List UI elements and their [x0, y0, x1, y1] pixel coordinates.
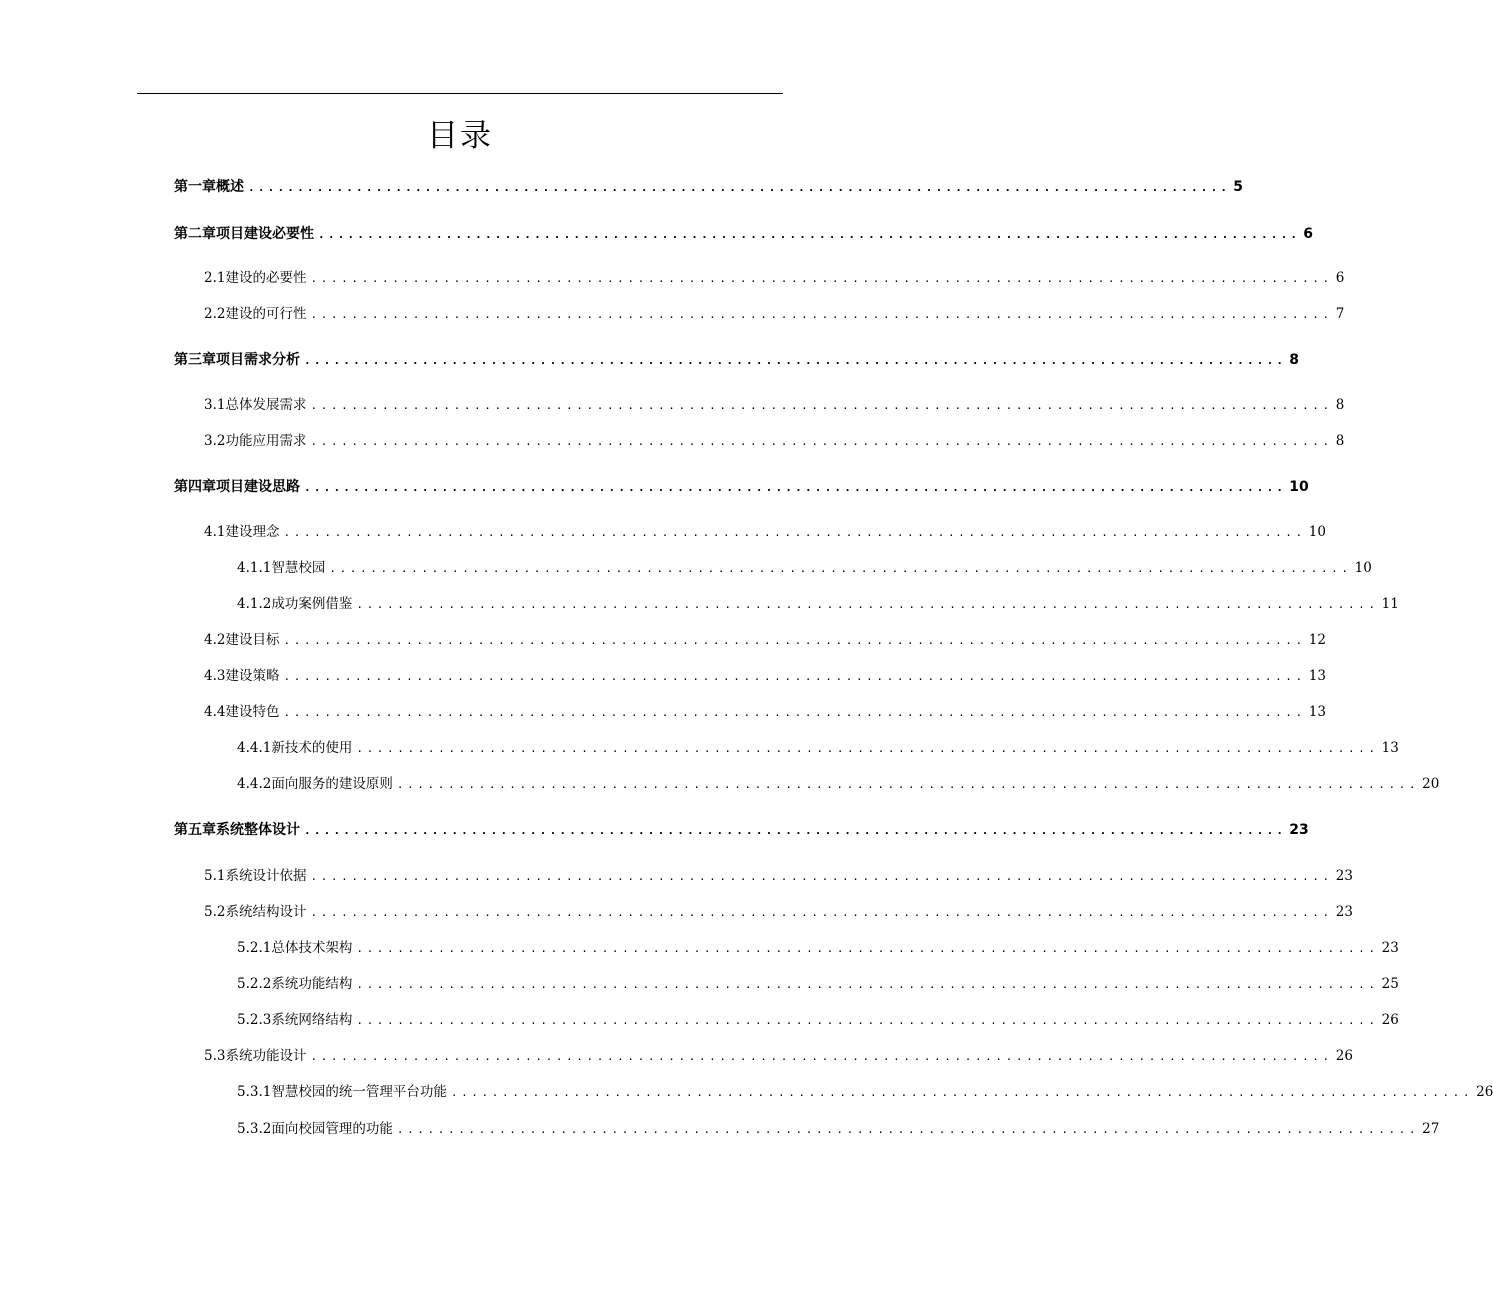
toc-page-number: 23	[1335, 868, 1353, 884]
toc-entry-label: 5.2.2系统功能结构	[237, 976, 353, 992]
toc-entry-label: 第三章项目需求分析	[174, 352, 300, 368]
toc-entry-4-1-2[interactable]	[237, 592, 1399, 616]
toc-entry-4-2[interactable]	[204, 628, 1326, 652]
dot-leader: ....................................................................................................	[310, 308, 1333, 321]
toc-page-number: 8	[1335, 397, 1345, 413]
toc-entry-label: 4.4建设特色	[204, 704, 280, 720]
dot-leader: ....................................................................................................	[283, 706, 1306, 719]
dot-leader: ....................................................................................................	[450, 1086, 1474, 1099]
toc-entry-5-2-3[interactable]	[237, 1008, 1399, 1032]
toc-entry-label: 5.1系统设计依据	[204, 868, 307, 884]
toc-entry-label: 5.2系统结构设计	[204, 904, 307, 920]
toc-entry-label: 4.1.2成功案例借鉴	[237, 596, 353, 612]
dot-leader: ....................................................................................................	[310, 272, 1333, 285]
dot-leader: ....................................................................................................	[304, 824, 1287, 837]
toc-entry-label: 5.3.2面向校园管理的功能	[237, 1121, 393, 1137]
toc-entry-label: 4.1建设理念	[204, 524, 280, 540]
dot-leader: ....................................................................................................	[310, 906, 1333, 919]
toc-page-number: 23	[1335, 904, 1353, 920]
toc-entry-5-2-2[interactable]	[237, 972, 1399, 996]
dot-leader: ....................................................................................................	[304, 354, 1287, 367]
toc-page-number: 10	[1354, 560, 1372, 576]
page-title: 目录	[427, 118, 493, 154]
toc-entry-4-3[interactable]	[204, 664, 1326, 688]
toc-entry-2-2[interactable]	[204, 302, 1345, 326]
toc-entry-label: 5.2.1总体技术架构	[237, 940, 353, 956]
dot-leader: ....................................................................................................	[283, 634, 1306, 647]
dot-leader: ....................................................................................................	[318, 228, 1301, 241]
toc-page-number: 8	[1289, 352, 1300, 368]
dot-leader: ....................................................................................................	[283, 670, 1306, 683]
toc-entry-2-1[interactable]	[204, 266, 1345, 290]
toc-entry-label: 第五章系统整体设计	[174, 822, 300, 838]
toc-page-number: 26	[1476, 1084, 1493, 1100]
toc-page-number: 10	[1289, 479, 1309, 495]
toc-entry-label: 4.2建设目标	[204, 632, 280, 648]
toc-entry-label: 2.2建设的可行性	[204, 306, 307, 322]
toc-entry-5-3[interactable]	[204, 1044, 1353, 1068]
toc-entry-label: 2.1建设的必要性	[204, 270, 307, 286]
toc-entry-chapter-3[interactable]	[174, 348, 1300, 372]
toc-page-number: 13	[1381, 740, 1399, 756]
toc-page-number: 13	[1308, 668, 1326, 684]
toc-page-number: 25	[1381, 976, 1399, 992]
toc-entry-chapter-5[interactable]	[174, 818, 1309, 842]
dot-leader: ....................................................................................................	[356, 1014, 1379, 1027]
toc-entry-3-1[interactable]	[204, 393, 1345, 417]
toc-entry-4-1[interactable]	[204, 520, 1326, 544]
toc-entry-label: 第二章项目建设必要性	[174, 226, 314, 242]
toc-entry-4-4[interactable]	[204, 700, 1326, 724]
toc-page-number: 6	[1303, 226, 1314, 242]
dot-leader: ....................................................................................................	[329, 562, 1352, 575]
toc-entry-label: 第四章项目建设思路	[174, 479, 300, 495]
toc-entry-5-2[interactable]	[204, 900, 1353, 924]
dot-leader: ....................................................................................................	[356, 942, 1379, 955]
toc-page-number: 23	[1381, 940, 1399, 956]
dot-leader: ....................................................................................................	[310, 870, 1333, 883]
toc-page-number: 12	[1308, 632, 1326, 648]
toc-entry-label: 5.3.1智慧校园的统一管理平台功能	[237, 1084, 447, 1100]
dot-leader: ....................................................................................................	[396, 1123, 1420, 1136]
toc-entry-4-4-1[interactable]	[237, 736, 1399, 760]
toc-entry-chapter-2[interactable]	[174, 222, 1314, 246]
toc-entry-label: 5.3系统功能设计	[204, 1048, 307, 1064]
dot-leader: ....................................................................................................	[356, 598, 1379, 611]
toc-page-number: 8	[1335, 433, 1345, 449]
toc-page-number: 11	[1381, 596, 1399, 612]
toc-page-number: 5	[1233, 179, 1244, 195]
toc-entry-label: 4.4.2面向服务的建设原则	[237, 776, 393, 792]
toc-entry-label: 3.1总体发展需求	[204, 397, 307, 413]
toc-page-number: 20	[1422, 776, 1440, 792]
toc-entry-5-3-2[interactable]	[237, 1117, 1440, 1141]
dot-leader: ....................................................................................................	[310, 399, 1333, 412]
dot-leader: ....................................................................................................	[356, 978, 1379, 991]
toc-entry-chapter-1[interactable]	[174, 175, 1244, 199]
toc-page-number: 23	[1289, 822, 1309, 838]
toc-page-number: 7	[1335, 306, 1345, 322]
dot-leader: ....................................................................................................	[396, 778, 1420, 791]
toc-entry-5-2-1[interactable]	[237, 936, 1399, 960]
toc-entry-label: 3.2功能应用需求	[204, 433, 307, 449]
dot-leader: ....................................................................................................	[310, 435, 1333, 448]
toc-entry-5-3-1[interactable]	[237, 1080, 1493, 1104]
toc-entry-5-1[interactable]	[204, 864, 1353, 888]
toc-page-number: 27	[1422, 1121, 1440, 1137]
toc-page-number: 10	[1308, 524, 1326, 540]
toc-entry-4-1-1[interactable]	[237, 556, 1372, 580]
toc-entry-3-2[interactable]	[204, 429, 1345, 453]
dot-leader: ....................................................................................................	[356, 742, 1379, 755]
toc-entry-4-4-2[interactable]	[237, 772, 1440, 796]
toc-page-number: 26	[1381, 1012, 1399, 1028]
dot-leader: ....................................................................................................	[283, 526, 1306, 539]
toc-entry-label: 4.1.1智慧校园	[237, 560, 326, 576]
toc-page-number: 26	[1335, 1048, 1353, 1064]
toc-entry-label: 4.3建设策略	[204, 668, 280, 684]
toc-entry-label: 5.2.3系统网络结构	[237, 1012, 353, 1028]
toc-page-number: 6	[1335, 270, 1345, 286]
dot-leader: ....................................................................................................	[304, 481, 1287, 494]
toc-page-number: 13	[1308, 704, 1326, 720]
toc-entry-chapter-4[interactable]	[174, 475, 1309, 499]
dot-leader: ....................................................................................................	[310, 1050, 1333, 1063]
toc-entry-label: 4.4.1新技术的使用	[237, 740, 353, 756]
dot-leader: ....................................................................................................	[248, 181, 1231, 194]
toc-entry-label: 第一章概述	[174, 179, 244, 195]
